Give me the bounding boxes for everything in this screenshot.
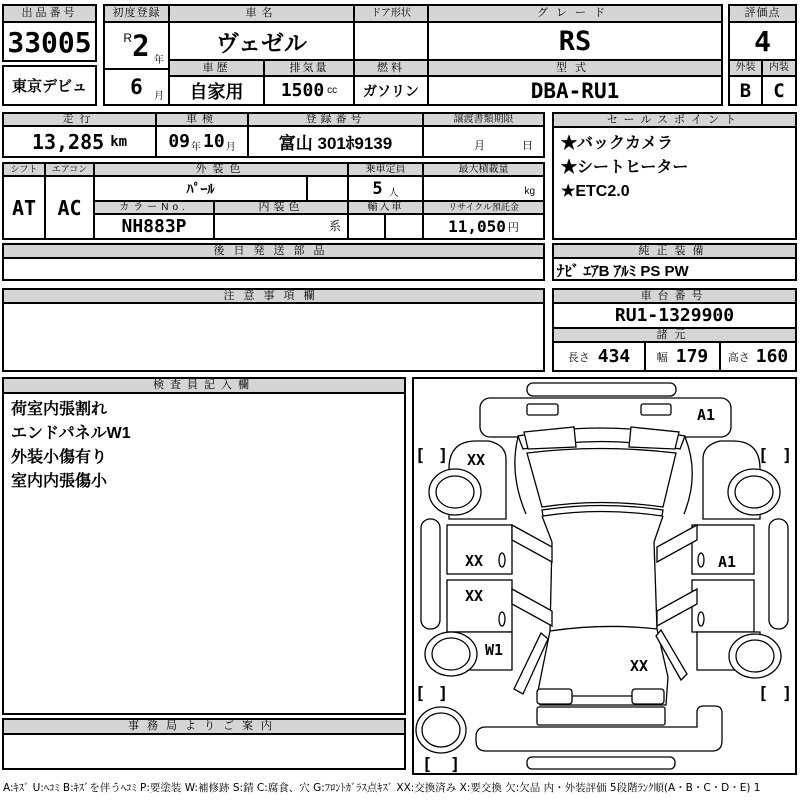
- spec-length-label: 長さ: [567, 351, 590, 364]
- interior-grade-value: C: [773, 79, 785, 102]
- inspector-line: 荷室内張割れ: [11, 401, 108, 418]
- car-damage-diagram: [414, 379, 795, 773]
- damage-mark-left-front-door: XX: [464, 552, 484, 570]
- fuel-value: ガソリン: [355, 77, 429, 104]
- shaken-year: 09: [168, 131, 190, 152]
- spec-length-value: 434: [597, 346, 631, 367]
- displacement-value: 1500: [280, 80, 325, 101]
- bracket-icon: [: [758, 446, 769, 466]
- legend-text: A:ｷｽﾞ U:ﾍｺﾐ B:ｷｽﾞを伴うﾍｺﾐ P:要塗装 W:補修跡 S:錆 C:腐食、穴 G:ﾌﾛﾝﾄｶﾞﾗｽ点ｷｽﾞ XX:交換済み X:要交換 欠:欠品 内・外装評価 5段階ﾗﾝｸ順(A・B・C・D・E) 1: [3, 782, 761, 794]
- auction-no-value: 33005: [7, 26, 92, 59]
- damage-mark-rear-gate: XX: [629, 657, 649, 675]
- notes-box: [2, 288, 545, 372]
- oem-equipment-value: ﾅﾋﾞ ｴｱB ｱﾙﾐ PS PW: [557, 263, 689, 280]
- color-table: [2, 162, 545, 240]
- spec-width-cell: [646, 343, 721, 370]
- ext-color-value: ﾊﾟｰﾙ: [95, 177, 308, 202]
- payload-unit: kg: [524, 186, 535, 197]
- vin-label: 車台番号: [554, 290, 795, 304]
- cowl-band: [542, 506, 663, 517]
- spec-width-value: 179: [675, 346, 709, 367]
- inspector-line: 室内内張傷小: [11, 473, 108, 490]
- oem-equipment-box: [552, 243, 797, 281]
- right-front-wheel-inner: [735, 476, 773, 508]
- recycle-value: 11,050: [448, 217, 506, 236]
- import-label: 輸入車: [349, 202, 424, 215]
- capacity-cell: [349, 177, 424, 202]
- sales-point-item: ★ETC2.0: [561, 183, 630, 200]
- left-front-wheel-inner: [436, 476, 474, 508]
- score-box: [728, 4, 797, 106]
- left-floor-band-rear: [512, 589, 552, 626]
- shaken-label: 車検: [157, 114, 249, 127]
- first-reg-era: R: [123, 31, 133, 45]
- bracket-icon: ]: [438, 446, 449, 466]
- vin-value: RU1-1329900: [554, 304, 795, 329]
- inspector-lines: [4, 394, 404, 713]
- spec-length-cell: [554, 343, 646, 370]
- headlamp-right: [641, 404, 671, 415]
- right-sill: [769, 519, 788, 629]
- bracket-icon: ]: [782, 684, 793, 704]
- left-rear-door-handle: [499, 612, 505, 626]
- interior-grade-label: 内装: [763, 61, 795, 77]
- spare-tire-inner: [422, 713, 460, 747]
- inspector-line: 外装小傷有り: [11, 449, 108, 466]
- front-roof-strip: [527, 383, 676, 396]
- left-front-door-handle: [499, 553, 505, 567]
- later-parts-label: 後日発送部品: [4, 245, 543, 259]
- first-reg-year-unit: 年: [154, 55, 164, 66]
- inspector-line: エンドパネルW1: [11, 425, 131, 442]
- right-floor-band-rear: [657, 589, 697, 626]
- model-code-value: DBA-RU1: [530, 78, 620, 103]
- auction-no-box: [2, 4, 97, 62]
- left-rear-wheel-inner: [432, 638, 470, 670]
- mileage-cell: [4, 127, 157, 156]
- bracket-icon: [: [415, 684, 426, 704]
- docs-deadline-cell: [424, 127, 543, 156]
- recycle-label: リサイクル預託金: [424, 202, 543, 215]
- first-reg-year-cell: [105, 23, 170, 70]
- docs-day-unit: 日: [522, 140, 533, 152]
- docs-deadline-label: 譲渡書類期限: [424, 114, 543, 127]
- capacity-label: 乗車定員: [349, 164, 424, 177]
- fuel-label: 燃料: [355, 61, 429, 77]
- payload-cell: [424, 177, 543, 202]
- first-reg-year: 2: [132, 28, 150, 63]
- hood-edge-right: [684, 437, 692, 514]
- ext-color-sub-cell: [308, 177, 349, 202]
- import-cell-1: [349, 215, 386, 238]
- inspector-box: [2, 377, 406, 715]
- venue-box: 東京デビュ: [2, 65, 97, 106]
- mileage-label: 走行: [4, 114, 157, 127]
- sales-points-label: セールスポイント: [554, 114, 795, 128]
- exterior-grade-label: 外装: [730, 61, 763, 77]
- score-label: 評価点: [730, 6, 795, 23]
- a-pillar-left: [542, 516, 552, 542]
- color-no-value: NH883P: [95, 215, 215, 238]
- int-color-label: 内装色: [215, 202, 349, 215]
- first-reg-month-unit: 月: [154, 91, 164, 102]
- capacity-value: 5: [372, 178, 383, 199]
- history-value: 自家用: [170, 77, 265, 104]
- right-floor-band-front: [657, 525, 697, 562]
- recycle-unit: 円: [507, 221, 519, 234]
- spec-height-cell: [721, 343, 795, 370]
- registration-table: [2, 112, 545, 158]
- spec-height-label: 高さ: [727, 351, 750, 364]
- car-name-label: 車名: [170, 6, 355, 23]
- license-garnish: [537, 707, 665, 725]
- right-front-door-handle: [698, 553, 704, 567]
- rear-roof-strip: [527, 757, 675, 769]
- import-cell-2: [386, 215, 424, 238]
- sales-points-list: [554, 128, 795, 238]
- grade-label: グレード: [429, 6, 721, 23]
- bracket-icon: ]: [450, 755, 461, 773]
- bracket-icon: [: [422, 755, 433, 773]
- shaken-month: 10: [203, 131, 225, 152]
- regno-label: 登録番号: [249, 114, 424, 127]
- right-rear-door-handle: [698, 612, 704, 626]
- bracket-icon: [: [758, 684, 769, 704]
- windshield: [527, 449, 676, 508]
- ac-label: エアコン: [46, 164, 95, 177]
- displacement-label: 排気量: [265, 61, 355, 77]
- int-color-cell: [215, 215, 349, 238]
- color-no-label: カラーNo.: [95, 202, 215, 215]
- inspector-label: 検査員記入欄: [4, 379, 404, 394]
- door-shape-label: ドア形状: [355, 6, 429, 23]
- auction-no-label: 出品番号: [4, 6, 95, 23]
- tail-lamp-left: [537, 689, 572, 704]
- spec-height-value: 160: [755, 346, 789, 367]
- oem-equipment-label: 純正装備: [554, 245, 795, 259]
- first-reg-month-cell: [105, 70, 170, 104]
- spec-width-label: 幅: [656, 351, 668, 364]
- first-reg-label: 初度登録: [105, 6, 170, 23]
- mileage-unit: km: [110, 133, 128, 150]
- vehicle-info-table: [103, 4, 723, 106]
- right-rear-wheel-inner: [736, 640, 774, 672]
- capacity-unit: 人: [388, 188, 399, 199]
- mileage-value: 13,285: [31, 129, 105, 154]
- model-code-label: 型式: [429, 61, 721, 77]
- shaken-month-unit: 月: [225, 142, 236, 153]
- damage-mark-right-front-door: A1: [717, 553, 737, 571]
- recycle-cell: [424, 215, 543, 238]
- a-pillar-right: [654, 516, 663, 542]
- shaken-year-unit: 年: [191, 142, 201, 153]
- displacement-value-cell: [265, 77, 355, 104]
- int-color-suffix: 系: [328, 219, 341, 233]
- sales-points-box: [552, 112, 797, 240]
- left-sill: [421, 519, 440, 629]
- sales-point-item: ★シートヒーター: [561, 159, 689, 176]
- damage-mark-left-rear-quarter: W1: [484, 641, 504, 659]
- car-name-value: ヴェゼル: [170, 23, 355, 61]
- docs-month-unit: 月: [474, 140, 485, 152]
- payload-label: 最大積載量: [424, 164, 543, 177]
- ext-color-label: 外装色: [95, 164, 349, 177]
- door-shape-value: [355, 23, 429, 61]
- shift-label: シフト: [4, 164, 46, 177]
- headlamp-left: [527, 404, 558, 415]
- shaken-cell: [157, 127, 249, 156]
- specs-label: 諸元: [554, 329, 795, 343]
- first-reg-month: 6: [130, 75, 143, 99]
- vin-specs-box: [552, 288, 797, 372]
- damage-mark-left-rear-door: XX: [464, 587, 484, 605]
- exterior-grade-value: B: [730, 77, 763, 104]
- tail-lamp-right: [632, 689, 664, 704]
- left-floor-band-front: [512, 525, 552, 562]
- bracket-icon: ]: [782, 446, 793, 466]
- damage-diagram-box: [412, 377, 797, 775]
- shift-value: AT: [4, 177, 46, 238]
- sales-point-item: ★バックカメラ: [561, 135, 674, 152]
- ac-value: AC: [46, 177, 95, 238]
- bracket-icon: [: [415, 446, 426, 466]
- regno-value: 富山 301ﾎ9139: [249, 127, 424, 156]
- office-notice-box: [2, 718, 406, 770]
- notes-label: 注意事項欄: [4, 290, 543, 304]
- grade-value: RS: [429, 23, 721, 61]
- office-notice-label: 事務局よりご案内: [4, 720, 404, 735]
- later-parts-box: [2, 243, 545, 281]
- bracket-icon: ]: [438, 684, 449, 704]
- history-label: 車歴: [170, 61, 265, 77]
- damage-mark-front-bumper: A1: [696, 406, 716, 424]
- score-value: 4: [730, 23, 795, 61]
- damage-mark-left-front-fender: XX: [466, 451, 486, 469]
- displacement-unit: cc: [327, 85, 338, 96]
